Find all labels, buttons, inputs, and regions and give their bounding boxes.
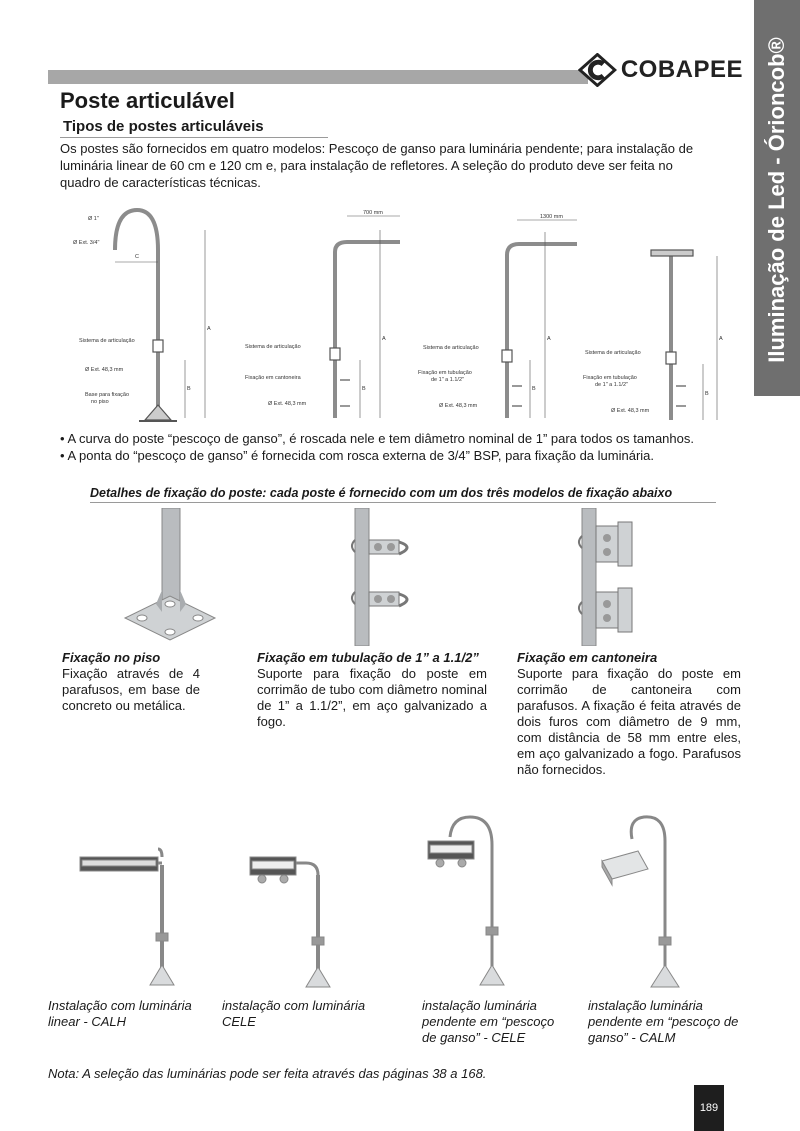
caption-line: linear - CALH — [48, 1014, 127, 1029]
fixation-pipe — [257, 650, 487, 730]
fixation-angle — [517, 650, 741, 778]
pipe-mount-image — [345, 508, 420, 646]
technical-diagrams — [55, 200, 745, 428]
d4-joint: Sistema de articulação — [585, 350, 641, 356]
d3-ext: Ø Ext. 48,3 mm — [439, 403, 478, 409]
angle-mount-image — [572, 508, 642, 646]
fixation-body: Suporte para fixação do poste em corrimão de cantoneira com parafusos. A fixação é feita através de dois furos com diâmetro de 9 mm, com distância de 58 mm entre eles, em aço galvanizado a fogo. Parafusos não fornecidos. — [517, 666, 741, 777]
d3-b: B — [532, 386, 536, 392]
bullet-item: • A curva do poste “pescoço de ganso”, é roscada nele e tem diâmetro nominal de 1” para todos os tamanhos. — [60, 431, 694, 446]
diagram-1300 — [502, 220, 577, 418]
d3-mount2: de 1" a 1.1/2" — [431, 377, 464, 383]
details-title: Detalhes de fixação do poste: cada poste é fornecido com um dos três modelos de fixação abaixo — [90, 486, 673, 500]
fixation-title: Fixação no piso — [62, 650, 161, 665]
caption-cele — [222, 998, 392, 1030]
brand-name: COBAPEE — [620, 56, 743, 83]
fixation-body: Suporte para fixação do poste em corrimão de tubo com diâmetro nominal de 1” a 1.1/2”, em aço galvanizado a fogo. — [257, 666, 487, 729]
fixation-title: Fixação em tubulação de 1” a 1.1/2” — [257, 650, 479, 665]
d2-mount: Fixação em cantoneira — [245, 375, 301, 381]
d3-joint: Sistema de articulação — [423, 345, 479, 351]
d2-b: B — [362, 386, 366, 392]
d3-a: A — [547, 336, 551, 342]
caption-line: pendente em “pescoço de — [588, 1014, 739, 1029]
page-number: 189 — [694, 1085, 724, 1131]
d1-ext: Ø Ext. 48,3 mm — [85, 367, 124, 373]
cobapee-logo-icon — [578, 53, 617, 87]
details-underline — [90, 502, 716, 503]
d3-mount: Fixação em tubulação — [418, 370, 472, 376]
d4-mount: Fixação em tubulação — [583, 375, 637, 381]
d1-c: C — [135, 254, 139, 260]
d2-ext: Ø Ext. 48,3 mm — [268, 401, 307, 407]
caption-line: pendente em “pescoço — [422, 1014, 555, 1029]
caption-line: ganso” - CALM — [588, 1030, 676, 1045]
side-tab — [754, 0, 800, 396]
bullet-list — [60, 430, 760, 464]
d2-joint: Sistema de articulação — [245, 344, 301, 350]
installation-illustrations — [40, 805, 760, 995]
caption-line: CELE — [222, 1014, 256, 1029]
install-cele — [250, 857, 330, 987]
caption-line: instalação luminária — [588, 998, 703, 1013]
d1-base2: no piso — [91, 399, 109, 405]
d4-mount2: de 1" a 1.1/2" — [595, 382, 628, 388]
d1-b: B — [187, 386, 191, 392]
subtitle-underline — [60, 137, 328, 138]
d4-b: B — [705, 391, 709, 397]
footer-note: Nota: A seleção das luminárias pode ser feita através das páginas 38 a 168. — [48, 1066, 487, 1081]
d1-joint: Sistema de articulação — [79, 338, 135, 344]
d1-base: Base para fixação — [85, 392, 130, 398]
diagram-gooseneck — [115, 210, 205, 421]
section-subtitle: Tipos de postes articuláveis — [63, 118, 264, 135]
d4-ext: Ø Ext. 48,3 mm — [611, 408, 650, 414]
caption-gooseneck-calm — [588, 998, 753, 1046]
caption-linear-calh — [48, 998, 213, 1030]
install-gooseneck-cele — [428, 817, 504, 985]
d2-a: A — [382, 336, 386, 342]
caption-gooseneck-cele — [422, 998, 582, 1046]
d1-diam1: Ø 1" — [88, 216, 99, 222]
d1-diam2: Ø Ext. 3/4" — [73, 240, 100, 246]
side-tab-label: Iluminação de Led - Órioncob® — [764, 37, 789, 363]
fixation-body: Fixação através de 4 parafusos, em base de concreto ou metálica. — [62, 666, 200, 713]
install-gooseneck-calm — [602, 817, 679, 987]
brand-logo — [578, 52, 743, 88]
caption-line: de ganso” - CELE — [422, 1030, 526, 1045]
floor-mount-image — [120, 508, 220, 643]
page-title: Poste articulável — [60, 88, 235, 113]
d4-a: A — [719, 336, 723, 342]
caption-line: Instalação com luminária — [48, 998, 192, 1013]
d1-a: A — [207, 326, 211, 332]
intro-paragraph: Os postes são fornecidos em quatro modelos: Pescoço de ganso para luminária pendente; para instalação de luminária linear de 60 cm e 120 cm e, para instalação de refletores. A seleção do produto deve ser feita no quadro de características técnicas. — [60, 141, 694, 190]
install-linear-calh — [80, 849, 174, 985]
header-bar — [48, 70, 588, 84]
d3-width: 1300 mm — [540, 214, 563, 220]
bullet-item: • A ponta do “pescoço de ganso” é fornecida com rosca externa de 3/4” BSP, para fixação da luminária. — [60, 448, 655, 463]
caption-line: instalação com luminária — [222, 998, 366, 1013]
caption-line: instalação luminária — [422, 998, 537, 1013]
fixation-title: Fixação em cantoneira — [517, 650, 658, 665]
fixation-floor — [62, 650, 200, 714]
d2-width: 700 mm — [363, 210, 383, 216]
